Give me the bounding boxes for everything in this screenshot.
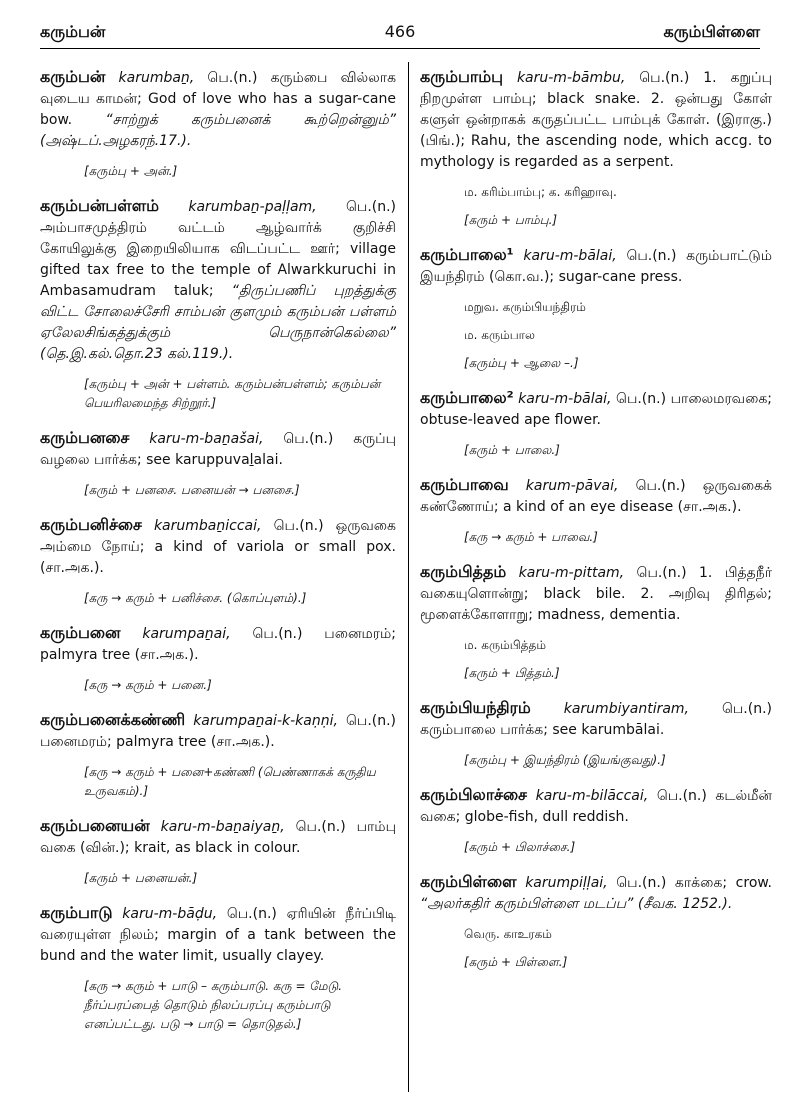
etymology: [கரும் + பாம்பு.] (464, 213, 558, 227)
dictionary-entry (420, 784, 772, 828)
definition: பெ.(n.) கருப்பு வழலை பார்க்க; see karuppuvaḻalai. (40, 431, 396, 468)
etymology: [கரும் + பனையன்.] (84, 871, 198, 885)
transliteration: karumbaṉ-paḷḷam, (188, 199, 317, 215)
headword: கரும்பாலை² (420, 388, 514, 407)
citation: “திருப்பணிப் புறத்துக்கு விட்ட சோலைச்சேரி சாம்பன் குளமும் கரும்பன் பள்ளம் ஏலேலசிங்கத்துக்கும் பெருநான்கெல்லை” (தெ.இ.கல்.தொ.23 கல்.119.). (40, 283, 397, 362)
transliteration: karu-m-bāmbu, (516, 70, 626, 86)
headword: கரும்பித்தம் (420, 562, 507, 581)
headword: கரும்பாவை (420, 475, 509, 494)
transliteration: karu-m-bālai, (523, 248, 617, 264)
etymology: [கரும்பு + அன் + பள்ளம். கரும்பன்பள்ளம்; கரும்பன் பெயரிலமைந்த சிற்றூர்.] (84, 377, 381, 410)
definition: பெ.(n.) பாலைமரவகை; obtuse-leaved ape flower. (420, 391, 772, 428)
transliteration: karum-pāvai, (525, 478, 619, 494)
citation: “சாற்றுக் கரும்பனைக் கூற்றென்னும்” (அஷ்டப்.அழகரந்.17.). (40, 112, 396, 149)
etymology: [கரு → கரும் + பனை.] (84, 678, 212, 692)
column-divider (408, 62, 409, 1092)
etymology: [கரு → கரும் + பாடு – கரும்பாடு. கரு = மேடு. நீர்ப்பரப்பைத் தொடும் நிலப்பரப்பு கரும்பாடு எனப்பட்டது. படு → பாடு = தொடுதல்.] (84, 979, 343, 1031)
definition: பெ.(n.) அம்பாசமுத்திரம் வட்டம் ஆழ்வார்க் குறிச்சி கோயிலுக்கு இறையிலியாக விடப்பட்ட ஊர்; village gifted tax free to the temple of Alwarkkuruchi in Ambasamudram taluk; (40, 199, 397, 299)
transliteration: karu-m-bilāccai, (535, 788, 649, 804)
definition: பெ.(n.) பனைமரம்; palmyra tree (சா.அக.). (40, 713, 397, 750)
definition: பெ.(n.) கரும்பை வில்லாக வுடைய காமன்; God of love who has a sugar-cane bow. (40, 70, 397, 128)
definition: பெ.(n.) 1. பித்தநீர் வகையுளொன்று; black bile. 2. அறிவு திரிதல்; மூளைக்கோளாறு; madness, dementia. (420, 565, 773, 623)
dictionary-entry (420, 697, 772, 741)
transliteration: karu-m-bālai, (518, 391, 612, 407)
transliteration: karumpaṉai, (142, 626, 231, 642)
transliteration: karu-m-baṉaiyaṉ, (160, 819, 285, 835)
dictionary-entry (40, 66, 396, 152)
page-number: 466 (384, 22, 416, 41)
dictionary-entry (420, 66, 772, 173)
definition: பெ.(n.) 1. கறுப்பு நிறமுள்ள பாம்பு; black snake. 2. ஒன்பது கோள் களுள் ஒன்றாகக் கருதப்பட்ட பாம்புக் கோள். (இராகு.) (பிங்.); Rahu, the ascending node, which accg. to mythology is regarded as a serpent. (420, 70, 773, 170)
definition: பெ.(n.) பாம்பு வகை (வின்.); krait, as black in colour. (40, 819, 396, 856)
etymology: [கரும் + பித்தம்.] (464, 666, 560, 680)
definition: பெ.(n.) பனைமரம்; palmyra tree (சா.அக.). (40, 626, 397, 663)
etymology: [கரு → கரும் + பனிச்சை. (கொப்புளம்).] (84, 591, 307, 605)
header-right-guide-word: கரும்பிள்ளை (663, 22, 760, 41)
headword: கரும்பனையன் (40, 816, 150, 835)
dictionary-entry (40, 514, 396, 579)
definition: பெ.(n.) காக்கை; crow. (616, 875, 773, 891)
dictionary-entry (40, 902, 396, 967)
headword: கரும்பிள்ளை (420, 872, 517, 891)
etymology: [கரும்பு + அன்.] (84, 164, 178, 178)
dictionary-entry (40, 195, 396, 365)
transliteration: karu-m-bāḍu, (122, 906, 218, 922)
dictionary-entry (420, 561, 772, 626)
headword: கரும்பனை (40, 623, 121, 642)
headword: கரும்பன்பள்ளம் (40, 196, 160, 215)
right-column (420, 66, 772, 986)
dictionary-entry (40, 815, 396, 859)
variant-note: வெரு. காஉரகம் (464, 927, 552, 941)
headword: கரும்பாடு (40, 903, 113, 922)
transliteration: karumbaṉ, (118, 70, 195, 86)
dictionary-entry (420, 871, 772, 915)
headword: கரும்பனைக்கண்ணி (40, 710, 186, 729)
dictionary-entry (420, 387, 772, 431)
cognate-note: ம. கரும்பித்தம் (464, 638, 546, 652)
definition: பெ.(n.) கடல்மீன் வகை; globe-fish, dull reddish. (420, 788, 772, 825)
transliteration: karumbaṉiccai, (153, 518, 262, 534)
dictionary-entry (420, 474, 772, 518)
transliteration: karumpiḷḷai, (525, 875, 608, 891)
etymology: [கரு → கரும் + பனை+கண்ணி (பெண்ணாகக் கருதிய உருவகம்).] (84, 765, 376, 798)
etymology: [கரும் + பாலை.] (464, 443, 560, 457)
etymology: [கரும்பு + இயந்திரம் (இயங்குவது).] (464, 753, 666, 767)
citation: “அலர்கதிர் கரும்பிள்ளை மடப்ப” (சீவக. 1252.). (420, 896, 733, 912)
cognate-note: ம. கரும்பால (464, 328, 535, 342)
header-left-guide-word: கரும்பன் (40, 22, 106, 41)
headword: கரும்பியந்திரம் (420, 698, 531, 717)
definition: பெ.(n.) ஒருவகை அம்மை நோய்; a kind of variola or small pox. (சா.அக.). (40, 518, 396, 576)
definition: பெ.(n.) கரும்பாட்டும் இயந்திரம் (கொ.வ.); sugar-cane press. (420, 248, 773, 285)
headword: கரும்பன் (40, 67, 106, 86)
transliteration: karumpaṉai-k-kaṇṇi, (193, 713, 338, 729)
dictionary-entry (40, 709, 396, 753)
dictionary-entry (420, 244, 772, 288)
transliteration: karu-m-baṉašai, (149, 431, 264, 447)
headword: கரும்பிலாச்சை (420, 785, 528, 804)
page-header (40, 18, 760, 49)
etymology: [கரும் + பனசை. பனையன் → பனசை.] (84, 483, 300, 497)
etymology: [கரும் + பிலாச்சை.] (464, 840, 576, 854)
transliteration: karumbiyantiram, (563, 701, 690, 717)
etymology: [கரும் + பிள்ளை.] (464, 955, 568, 969)
transliteration: karu-m-pittam, (518, 565, 625, 581)
dictionary-entry (40, 427, 396, 471)
synonym-note: மறுவ. கரும்பியந்திரம் (464, 300, 586, 314)
etymology: [கரு → கரும் + பாவை.] (464, 530, 598, 544)
cognate-note: ம. கரிம்பாம்பு; க. கரிஹாவு. (464, 185, 617, 199)
headword: கரும்பாலை¹ (420, 245, 514, 264)
headword: கரும்பனிச்சை (40, 515, 142, 534)
headword: கரும்பனசை (40, 428, 130, 447)
left-column (40, 66, 396, 1048)
definition: பெ.(n.) ஒருவகைக் கண்ணோய்; a kind of an eye disease (சா.அக.). (420, 478, 772, 515)
dictionary-entry (40, 622, 396, 666)
headword: கரும்பாம்பு (420, 67, 503, 86)
etymology: [கரும்பு + ஆலை –.] (464, 356, 579, 370)
definition: பெ.(n.) ஏரியின் நீர்ப்பிடி வரையுள்ள நிலம்; margin of a tank between the bund and the water limit, usually clayey. (40, 906, 396, 964)
definition: பெ.(n.) கரும்பாலை பார்க்க; see karumbālai. (420, 701, 772, 738)
